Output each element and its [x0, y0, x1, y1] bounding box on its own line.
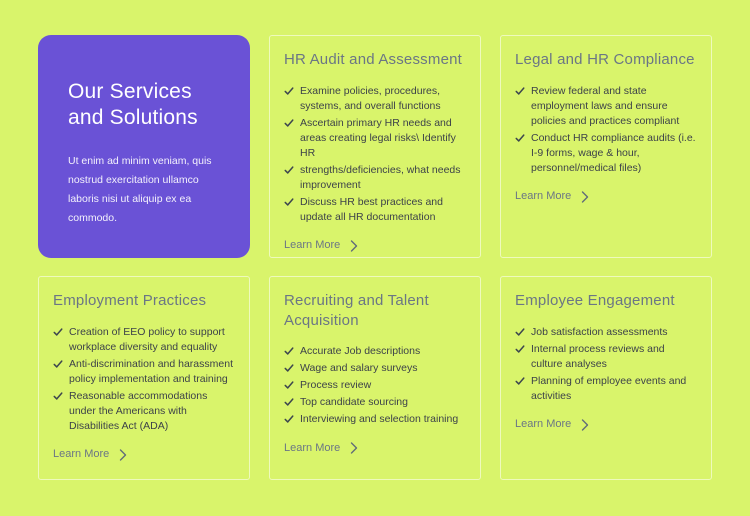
- chevron-right-icon: [350, 442, 358, 454]
- checklist-item-text: strengths/deficiencies, what needs improvement: [300, 163, 461, 191]
- service-card-employment-practices: [38, 276, 250, 480]
- learn-more-link[interactable]: [515, 190, 589, 203]
- learn-more-label: Learn More: [53, 448, 110, 460]
- checklist-item: [284, 344, 466, 359]
- checklist-item-text: Conduct HR compliance audits (i.e. I-9 forms, wage & hour, personnel/medical files): [531, 131, 696, 174]
- checklist-item-text: Anti-discrimination and harassment policy implementation and training: [69, 357, 233, 385]
- checklist-item-text: Reasonable accommodations under the Americans with Disabilities Act (ADA): [69, 389, 208, 432]
- feature-list: [515, 325, 697, 404]
- checklist-item: [284, 163, 466, 193]
- checklist-item: [515, 131, 697, 176]
- checklist-item-text: Discuss HR best practices and update all HR documentation: [300, 195, 443, 223]
- checklist-item: [53, 325, 235, 355]
- check-icon: [284, 397, 294, 407]
- checklist-item: [515, 325, 697, 340]
- card-title: Employment Practices: [53, 292, 207, 309]
- checklist-item: [53, 389, 235, 434]
- feature-list: [515, 84, 697, 176]
- checklist-item: [515, 374, 697, 404]
- checklist-item: [284, 116, 466, 161]
- checklist-item-text: Ascertain primary HR needs and areas creating legal risks\ Identify HR: [300, 116, 456, 159]
- checklist-item: [284, 195, 466, 225]
- card-title: Employee Engagement: [515, 292, 675, 309]
- checklist-item: [53, 357, 235, 387]
- checklist-item: [284, 378, 466, 393]
- card-title: HR Audit and Assessment: [284, 51, 463, 68]
- feature-list: [53, 325, 235, 434]
- checklist-item: [284, 84, 466, 114]
- check-icon: [284, 118, 294, 128]
- checklist-item-text: Process review: [300, 379, 372, 391]
- service-card-hr-audit: [269, 35, 481, 258]
- checklist-item: [284, 395, 466, 410]
- section-title: Our Services and Solutions: [68, 80, 198, 130]
- feature-list: [284, 84, 466, 225]
- section-description: Ut enim ad minim veniam, quis nostrud exercitation ullamco laboris nisi ut aliquip ex ea commodo.: [68, 154, 212, 224]
- check-icon: [515, 344, 525, 354]
- check-icon: [284, 363, 294, 373]
- learn-more-link[interactable]: [284, 441, 358, 454]
- learn-more-link[interactable]: [284, 239, 358, 252]
- check-icon: [284, 346, 294, 356]
- service-card-employee-engagement: [500, 276, 712, 480]
- learn-more-link[interactable]: [515, 418, 589, 431]
- chevron-right-icon: [119, 449, 127, 461]
- chevron-right-icon: [581, 419, 589, 431]
- learn-more-label: Learn More: [515, 418, 572, 430]
- checklist-item-text: Top candidate sourcing: [300, 396, 408, 408]
- check-icon: [284, 414, 294, 424]
- checklist-item-text: Planning of employee events and activities: [531, 374, 687, 402]
- check-icon: [515, 327, 525, 337]
- checklist-item-text: Internal process reviews and culture analyses: [531, 342, 665, 370]
- checklist-item: [284, 361, 466, 376]
- card-title: Legal and HR Compliance: [515, 51, 695, 68]
- service-card-recruiting: [269, 276, 481, 480]
- learn-more-link[interactable]: [53, 448, 127, 461]
- chevron-right-icon: [581, 191, 589, 203]
- check-icon: [53, 327, 63, 337]
- learn-more-label: Learn More: [284, 441, 341, 454]
- check-icon: [515, 376, 525, 386]
- checklist-item-text: Examine policies, procedures, systems, and overall functions: [300, 84, 441, 112]
- checklist-item: [515, 84, 697, 129]
- check-icon: [53, 391, 63, 401]
- checklist-item-text: Accurate Job descriptions: [300, 345, 421, 357]
- check-icon: [284, 165, 294, 175]
- check-icon: [53, 359, 63, 369]
- checklist-item: [515, 342, 697, 372]
- checklist-item-text: Job satisfaction assessments: [531, 325, 668, 338]
- feature-list: [284, 344, 466, 427]
- checklist-item-text: Interviewing and selection training: [300, 413, 459, 425]
- learn-more-label: Learn More: [284, 239, 341, 251]
- checklist-item-text: Creation of EEO policy to support workplace diversity and equality: [69, 325, 225, 353]
- check-icon: [284, 197, 294, 207]
- service-card-legal-compliance: [500, 35, 712, 258]
- check-icon: [284, 86, 294, 96]
- chevron-right-icon: [350, 240, 358, 252]
- checklist-item: [284, 412, 466, 427]
- learn-more-label: Learn More: [515, 190, 572, 202]
- card-title: Recruiting and Talent Acquisition: [284, 292, 429, 329]
- check-icon: [515, 86, 525, 96]
- check-icon: [515, 133, 525, 143]
- checklist-item-text: Wage and salary surveys: [300, 362, 418, 374]
- intro-card: [38, 35, 250, 258]
- check-icon: [284, 380, 294, 390]
- checklist-item-text: Review federal and state employment laws and ensure policies and practices compliant: [531, 84, 680, 127]
